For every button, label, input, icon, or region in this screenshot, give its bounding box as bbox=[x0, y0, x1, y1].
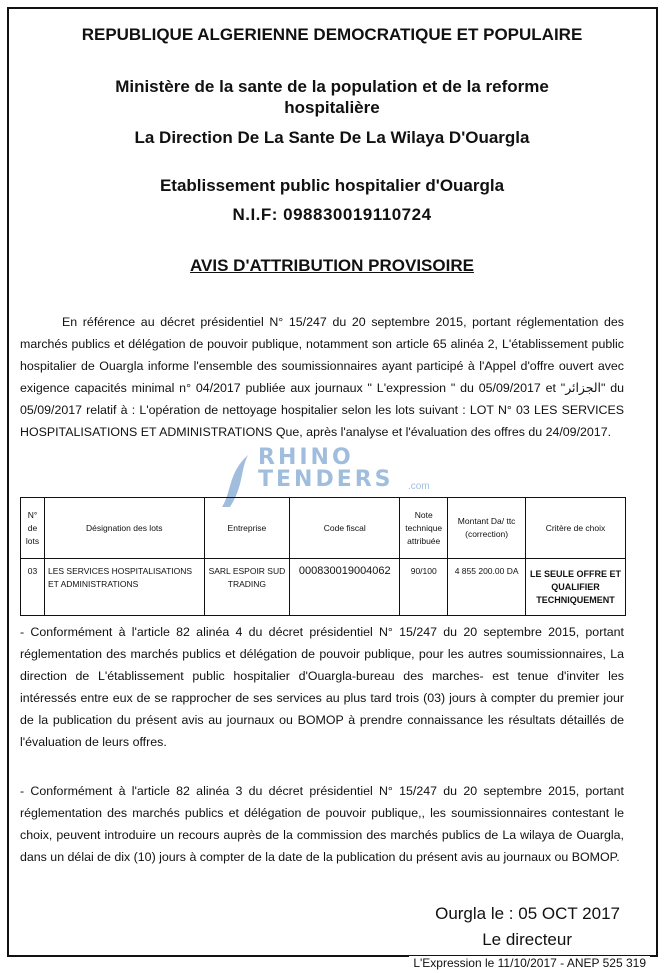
table-row bbox=[21, 559, 626, 616]
col-designation: Désignation des lots bbox=[44, 498, 204, 559]
col-critere: Critère de choix bbox=[526, 498, 626, 559]
col-entreprise: Entreprise bbox=[204, 498, 290, 559]
header-establishment: Etablissement public hospitalier d'Ouargla bbox=[159, 176, 505, 195]
cell-montant: 4 855 200.00 DA bbox=[448, 559, 526, 616]
cell-code-fiscal: 000830019004062 bbox=[290, 559, 400, 616]
table-header-row bbox=[21, 498, 626, 559]
publication-footer: L'Expression le 11/10/2017 - ANEP 525 319 bbox=[409, 956, 650, 970]
watermark-line2: TENDERS bbox=[258, 467, 394, 492]
notice-title: AVIS D'ATTRIBUTION PROVISOIRE bbox=[190, 256, 474, 275]
col-code-fiscal: Code fiscal bbox=[290, 498, 400, 559]
col-lot-number: N° de lots bbox=[21, 498, 45, 559]
watermark-line1: RHINO bbox=[258, 445, 354, 470]
header-ministry bbox=[0, 76, 664, 118]
col-note-technique: Note technique attribuée bbox=[400, 498, 448, 559]
col-montant: Montant Da/ ttc (correction) bbox=[448, 498, 526, 559]
paragraph-reference: En référence au décret présidentiel N° 15/247 du 20 septembre 2015, portant réglementation des marchés publics et délégation de pouvoir publique, notamment son article 65 alinéa 2, L'établissement public hospitalier de Ouargla informe l'ensemble des soumissionnaires ayant participé à l'Appel d'offre ouvert avec exigence capacités minimal n° 04/2017 publiée aux journaux " L'expression " du 05/09/2017 et "الجزائر" du 05/09/2017 relatif à : L'opération de nettoyage hospitalier selon les lots suivant : LOT N° 03 LES SERVICES HOSPITALISATIONS ET ADMINISTRATIONS Que, après l'analyse et l'évaluation des offres du 24/09/2017. bbox=[20, 315, 625, 439]
header-nif: N.I.F: 098830019110724 bbox=[232, 205, 432, 224]
header-direction: La Direction De La Sante De La Wilaya D'Ouargla bbox=[134, 128, 530, 147]
cell-designation: LES SERVICES HOSPITALISATIONS ET ADMINISTRATIONS bbox=[44, 559, 204, 616]
signature-place-date: Ourgla le : 05 OCT 2017 bbox=[435, 904, 620, 923]
cell-note: 90/100 bbox=[400, 559, 448, 616]
watermark-suffix: .com bbox=[408, 481, 430, 492]
cell-entreprise: SARL ESPOIR SUD TRADING bbox=[204, 559, 290, 616]
header-ministry-line2: hospitalière bbox=[284, 98, 380, 117]
header-ministry-line1: Ministère de la sante de la population et de la reforme bbox=[115, 77, 549, 96]
cell-critere: LE SEULE OFFRE ET QUALIFIER TECHNIQUEMENT bbox=[526, 559, 626, 616]
paragraph-article-82-3: - Conformément à l'article 82 alinéa 3 du décret présidentiel N° 15/247 du 20 septembre 2015, portant réglementation des marchés publics et délégation de pouvoir publique,, les soumissionnaires contestant le choix, peuvent introduire un recours auprès de la commission des marchés publics de La wilaya de Ouargla, dans un délai de dix (10) jours à compter de la date de la publication du présent avis au journaux ou BOMOP. bbox=[20, 784, 624, 864]
attribution-table bbox=[20, 497, 626, 616]
cell-lot: 03 bbox=[21, 559, 45, 616]
paragraph-article-82-4: - Conformément à l'article 82 alinéa 4 du décret présidentiel N° 15/247 du 20 septembre 2015, portant réglementation des marchés publics et délégation de pouvoir publique, pour les autres soumissionnaires, La direction de L'établissement public hospitalier d'Ouargla-bureau des marches- est tenue d'inviter les intéressés entre eux de se rapprocher de ses services au plus tard trois (03) jours à compter du premier jour de la publication du présent avis au journaux ou BOMOP à prendre connaissance les résultats détaillés de l'évaluation de leurs offres. bbox=[20, 625, 624, 749]
header-republic: REPUBLIQUE ALGERIENNE DEMOCRATIQUE ET POPULAIRE bbox=[81, 25, 583, 44]
signature-role: Le directeur bbox=[482, 930, 572, 949]
